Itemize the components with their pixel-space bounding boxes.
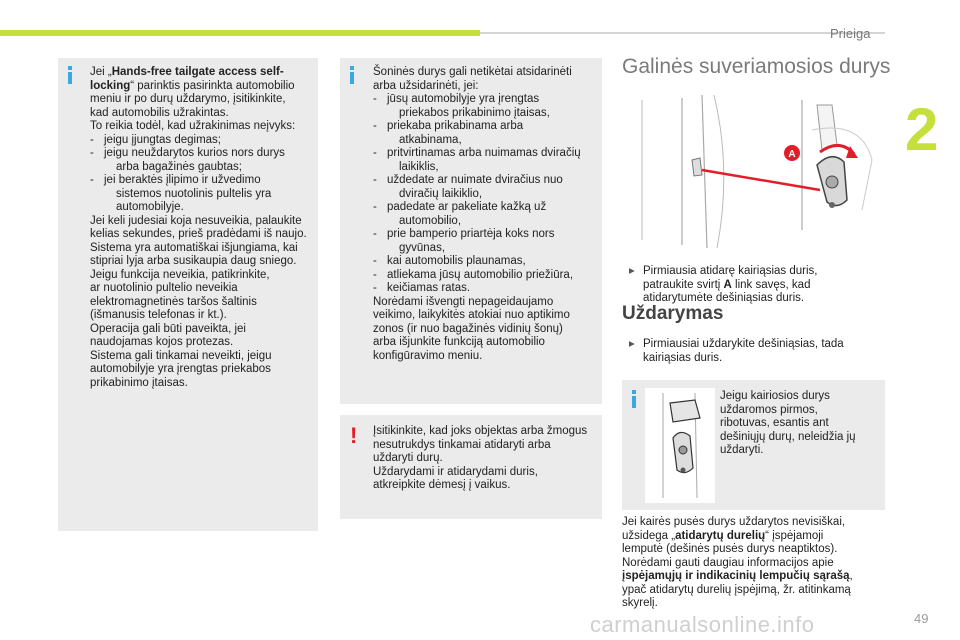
text-line: stipriai lyja arba susikaupia daug sniego.	[90, 255, 297, 267]
text-line: Sistema gali tinkamai neveikti, jeigu	[90, 349, 272, 362]
list-item: - uždedate ar nuimate dviračius nuo	[373, 174, 563, 186]
text-line: nesutrukdys tinkamai atidaryti arba	[373, 438, 551, 451]
label-a: A	[788, 149, 796, 160]
list-item: - atliekama jūsų automobilio priežiūra,	[373, 268, 574, 281]
text-line: konfigūravimo meniu.	[373, 349, 483, 362]
text-line: ▸ Pirmiausiai uždarykite dešiniąsias, tada	[629, 338, 844, 350]
text-line: uždaryti durų.	[373, 452, 443, 464]
text-line: arba išjunkite funkciją automobilio	[373, 336, 545, 348]
text-line: patraukite svirtį A link savęs, kad	[643, 278, 811, 291]
warning-text	[373, 425, 587, 493]
warning-lamp-text	[622, 516, 853, 611]
list-item-cont: automobilio,	[399, 214, 462, 227]
list-item: - jeigu įjungtas degimas;	[90, 133, 221, 146]
info-icon	[348, 66, 366, 84]
hands-free-text	[90, 66, 307, 390]
text-line: locking“ parinktis pasirinkta automobilio	[90, 79, 295, 92]
list-item: - jei beraktės įlipimo ir užvedimo	[90, 174, 261, 186]
list-item: - jeigu neuždarytos kurios nors durys	[90, 147, 285, 159]
list-item-cont: arba bagažinės gaubtas;	[116, 160, 242, 173]
text-line: Įsitikinkite, kad joks objektas arba žmogus	[373, 425, 588, 437]
side-doors-text	[373, 66, 581, 363]
list-item: - kai automobilis plaunamas,	[373, 255, 526, 267]
door-limiter-illustration	[645, 388, 715, 503]
text-line: Šoninės durys gali netikėtai atsidarinėti	[373, 66, 572, 78]
text-line: atidarytumėte dešiniąsias duris.	[643, 292, 805, 304]
list-item: - padedate ar pakeliate kažką už	[373, 201, 547, 213]
text-line: ribotuvas, esantis ant	[720, 417, 829, 429]
arrow-bullet-icon: ▸	[629, 265, 635, 277]
text-line: ▸ Pirmiausia atidarę kairiąsias duris,	[629, 265, 818, 277]
list-item: - priekaba prikabinama arba	[373, 120, 524, 132]
section-subtitle: Uždarymas	[622, 303, 724, 324]
list-item-cont: atkabinama,	[399, 133, 462, 146]
text-line: lemputė (dešinės pusės durys neaptiktos).	[622, 543, 838, 555]
list-item: - pritvirtinamas arba nuimamas dviračių	[373, 147, 581, 159]
section-title: Prieiga	[830, 26, 871, 41]
step-close-text	[629, 338, 844, 365]
text-line: prikabinimo įtaisas.	[90, 376, 188, 389]
info-icon	[66, 66, 84, 84]
chapter-number: 2	[905, 96, 939, 163]
text-line: automobilyje yra įrengtas priekabos	[90, 363, 271, 375]
list-item-cont: gyvūnas,	[399, 241, 446, 254]
list-item: - keičiamas ratas.	[373, 282, 471, 294]
text-line: Jeigu kairiosios durys	[720, 390, 830, 402]
text-line: kelias sekundes, prieš pradėdami iš naujo.	[90, 228, 307, 240]
text-line: įspėjamųjų ir indikacinių lempučių sąrašą,	[622, 570, 853, 582]
text-line: naudojamas kojos protezas.	[90, 336, 234, 348]
text-line: arba užsidarinėti, jei:	[373, 79, 479, 92]
list-item-cont: automobilyje.	[116, 201, 184, 213]
list-item: - jūsų automobilyje yra įrengtas	[373, 93, 540, 105]
text-line: Jei kairės pusės durys uždarytos nevisiškai,	[622, 516, 846, 528]
text-line: Norėdami išvengti nepageidaujamo	[373, 295, 554, 308]
step-open-text	[629, 265, 818, 306]
rear-door-illustration	[622, 90, 887, 250]
text-line: zonos (ir nuo bagažinės vidinių šonų)	[373, 322, 563, 335]
text-line: Uždarydami ir atidarydami duris,	[373, 465, 538, 478]
header-rule	[480, 32, 885, 34]
text-line: elektromagnetinės taršos šaltinis	[90, 295, 257, 308]
text-line: atkreipkite dėmesį į vaikus.	[373, 479, 511, 491]
list-item-cont: laikiklis,	[399, 160, 439, 173]
arrow-bullet-icon: ▸	[629, 338, 635, 350]
warning-icon: !	[350, 423, 358, 448]
list-item: - prie bamperio priartėja koks nors	[373, 228, 555, 240]
text-line: ypač atidarytų durelių įspėjimą, žr. atitinkamą	[622, 583, 851, 596]
text-line: (išmanusis telefonas ir kt.).	[90, 309, 227, 321]
text-line: uždaryti.	[720, 444, 764, 456]
text-line: Norėdami gauti daugiau informacijos apie	[622, 556, 834, 569]
text-line: Jeigu funkcija neveikia, patikrinkite,	[90, 268, 270, 281]
text-line: ar nuotolinio pultelio neveikia	[90, 282, 238, 294]
text-line: kairiąsias duris.	[643, 351, 723, 364]
text-line: uždaromos pirmos,	[720, 403, 818, 416]
text-line: Jei „Hands-free tailgate access self-	[90, 66, 284, 78]
text-line: meniu ir po durų uždarymo, įsitikinkite,	[90, 93, 286, 105]
closing-info-text	[720, 390, 856, 458]
text-line: dešiniųjų durų, neleidžia jų	[720, 430, 856, 443]
list-item-cont: priekabos prikabinimo įtaisas,	[399, 106, 550, 119]
text-line: Sistema yra automatiškai išjungiama, kai	[90, 241, 298, 254]
page-number: 49	[914, 611, 929, 626]
text-line: To reikia todėl, kad užrakinimas neįvyks:	[90, 120, 296, 132]
text-line: veikimo, laikykitės atokiai nuo aptikimo	[373, 309, 570, 321]
text-line: kad automobilis užrakintas.	[90, 106, 229, 119]
list-item-cont: sistemos nuotolinis pultelis yra	[116, 187, 272, 200]
watermark: carmanualsonline.info	[590, 612, 815, 637]
page-title: Galinės suveriamosios durys	[622, 55, 891, 78]
text-line: užsidega „atidarytų durelių“ įspėjamoji	[622, 529, 824, 542]
text-line: skyrelį.	[622, 597, 658, 609]
text-line: Jei keli judesiai koja nesuveikia, palaukite	[90, 214, 302, 227]
text-line: Operacija gali būti paveikta, jei	[90, 322, 246, 335]
list-item-cont: dviračių laikiklio,	[399, 187, 483, 200]
header-accent-bar	[0, 30, 480, 36]
